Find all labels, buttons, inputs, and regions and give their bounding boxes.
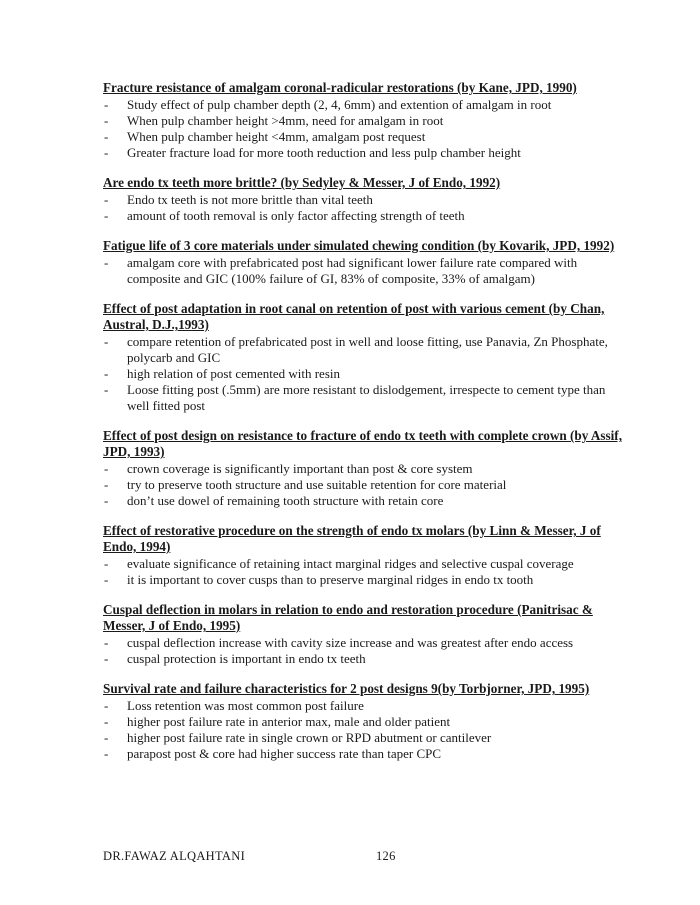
- bullet-list: [103, 192, 623, 224]
- list-item: [103, 477, 623, 493]
- list-item-text: amalgam core with prefabricated post had significant lower failure rate compared with composite and GIC (100% failure of GI, 83% of composite, 33% of amalgam): [127, 255, 578, 286]
- bullet-dash: -: [104, 113, 109, 128]
- list-item-text: crown coverage is significantly important than post & core system: [127, 461, 473, 476]
- bullet-dash: -: [104, 334, 109, 349]
- bullet-dash: -: [104, 477, 109, 492]
- list-item-text: Endo tx teeth is not more brittle than vital teeth: [127, 192, 373, 207]
- list-item-text: Loose fitting post (.5mm) are more resistant to dislodgement, irrespecte to cement type than well fitted post: [127, 382, 606, 413]
- footer-author: DR.FAWAZ ALQAHTANI: [103, 849, 246, 863]
- bullet-dash: -: [104, 635, 109, 650]
- list-item-text: parapost post & core had higher success rate than taper CPC: [127, 746, 442, 761]
- section: [103, 523, 623, 588]
- section: [103, 175, 623, 224]
- section: [103, 681, 623, 762]
- bullet-dash: -: [104, 192, 109, 207]
- page-content: [103, 80, 623, 776]
- bullet-dash: -: [104, 556, 109, 571]
- list-item-text: don’t use dowel of remaining tooth structure with retain core: [127, 493, 444, 508]
- list-item: [103, 730, 623, 746]
- bullet-dash: -: [104, 97, 109, 112]
- bullet-dash: -: [104, 129, 109, 144]
- bullet-dash: -: [104, 698, 109, 713]
- section-heading: Effect of post adaptation in root canal on retention of post with various cement (by Chan, Austral, D.J.,1993): [103, 301, 605, 332]
- section-heading: Effect of post design on resistance to fracture of endo tx teeth with complete crown (by Assif, JPD, 1993): [103, 428, 622, 459]
- bullet-dash: -: [104, 461, 109, 476]
- bullet-dash: -: [104, 730, 109, 745]
- list-item: [103, 698, 623, 714]
- list-item: [103, 113, 623, 129]
- list-item: [103, 572, 623, 588]
- bullet-dash: -: [104, 714, 109, 729]
- list-item-text: cuspal protection is important in endo tx teeth: [127, 651, 366, 666]
- list-item: [103, 145, 623, 161]
- bullet-dash: -: [104, 208, 109, 223]
- bullet-list: [103, 461, 623, 509]
- list-item: [103, 97, 623, 113]
- section: [103, 602, 623, 667]
- bullet-list: [103, 556, 623, 588]
- section: [103, 80, 623, 161]
- list-item: [103, 192, 623, 208]
- section: [103, 428, 623, 509]
- bullet-dash: -: [104, 572, 109, 587]
- list-item-text: cuspal deflection increase with cavity size increase and was greatest after endo access: [127, 635, 574, 650]
- bullet-dash: -: [104, 255, 109, 270]
- section-heading: Are endo tx teeth more brittle? (by Sedyley & Messer, J of Endo, 1992): [103, 175, 501, 190]
- list-item-text: When pulp chamber height <4mm, amalgam post request: [127, 129, 426, 144]
- bullet-list: [103, 334, 623, 414]
- list-item-text: high relation of post cemented with resin: [127, 366, 341, 381]
- bullet-list: [103, 255, 623, 287]
- list-item: [103, 651, 623, 667]
- list-item-text: higher post failure rate in single crown or RPD abutment or cantilever: [127, 730, 492, 745]
- bullet-dash: -: [104, 366, 109, 381]
- list-item: [103, 493, 623, 509]
- bullet-dash: -: [104, 382, 109, 397]
- bullet-list: [103, 635, 623, 667]
- bullet-dash: -: [104, 493, 109, 508]
- list-item: [103, 746, 623, 762]
- list-item-text: When pulp chamber height >4mm, need for amalgam in root: [127, 113, 444, 128]
- list-item: [103, 255, 623, 287]
- page-number: 126: [376, 849, 396, 863]
- list-item-text: amount of tooth removal is only factor affecting strength of teeth: [127, 208, 465, 223]
- list-item: [103, 129, 623, 145]
- section: [103, 301, 623, 414]
- section-heading: Fracture resistance of amalgam coronal-radicular restorations (by Kane, JPD, 1990): [103, 80, 577, 95]
- list-item-text: try to preserve tooth structure and use suitable retention for core material: [127, 477, 507, 492]
- list-item-text: Greater fracture load for more tooth reduction and less pulp chamber height: [127, 145, 521, 160]
- list-item: [103, 556, 623, 572]
- list-item: [103, 208, 623, 224]
- list-item-text: Loss retention was most common post failure: [127, 698, 364, 713]
- list-item-text: higher post failure rate in anterior max, male and older patient: [127, 714, 451, 729]
- list-item: [103, 382, 623, 414]
- list-item: [103, 461, 623, 477]
- list-item-text: compare retention of prefabricated post in well and loose fitting, use Panavia, Zn Phosphate, polycarb and GIC: [127, 334, 608, 365]
- list-item: [103, 635, 623, 651]
- list-item: [103, 334, 623, 366]
- list-item-text: it is important to cover cusps than to preserve marginal ridges in endo tx tooth: [127, 572, 534, 587]
- list-item-text: Study effect of pulp chamber depth (2, 4, 6mm) and extention of amalgam in root: [127, 97, 552, 112]
- section-heading: Cuspal deflection in molars in relation to endo and restoration procedure (Panitrisac & Messer, J of Endo, 1995): [103, 602, 593, 633]
- section-heading: Survival rate and failure characteristics for 2 post designs 9(by Torbjorner, JPD, 1995): [103, 681, 590, 696]
- list-item: [103, 366, 623, 382]
- section-heading: Fatigue life of 3 core materials under simulated chewing condition (by Kovarik, JPD, 1992): [103, 238, 615, 253]
- section: [103, 238, 623, 287]
- bullet-dash: -: [104, 651, 109, 666]
- bullet-list: [103, 97, 623, 161]
- bullet-dash: -: [104, 145, 109, 160]
- list-item: [103, 714, 623, 730]
- bullet-list: [103, 698, 623, 762]
- section-heading: Effect of restorative procedure on the strength of endo tx molars (by Linn & Messer, J of Endo, 1994): [103, 523, 601, 554]
- bullet-dash: -: [104, 746, 109, 761]
- list-item-text: evaluate significance of retaining intact marginal ridges and selective cuspal coverage: [127, 556, 574, 571]
